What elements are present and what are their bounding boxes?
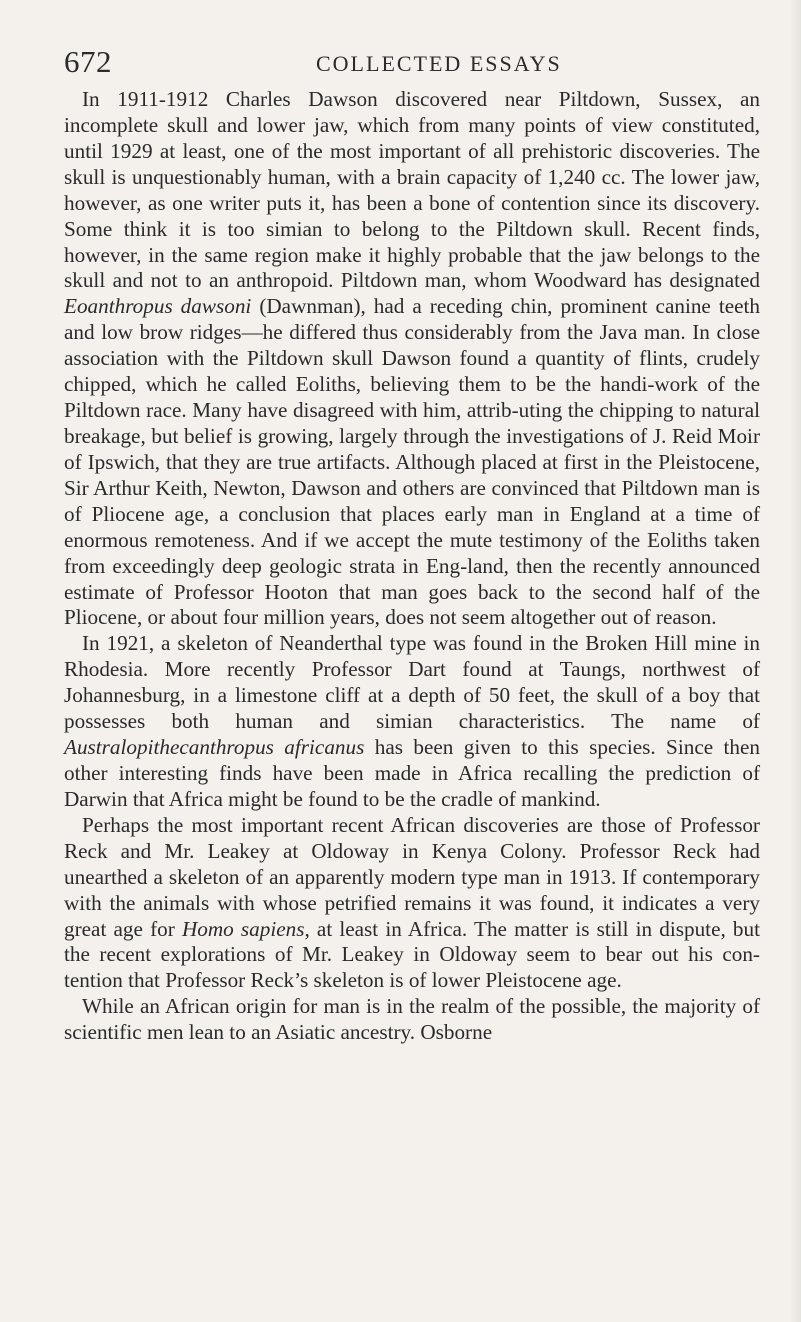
- paragraph-text: In 1911-1912 Charles Dawson discovered near Piltdown, Sussex, an incomplete skull and lower jaw, which from many points of view constituted, until 1929 at least, one of the most important of all prehistoric discoveries. The skull is unquestionably human, with a brain capacity of 1,240 cc. The lower jaw, however, as one writer puts it, has been a bone of contention since its discovery. Some think it is too simian to belong to the Piltdown skull. Recent finds, however, in the same region make it highly probable that the jaw belongs to the skull and not to an anthropoid. Piltdown man, whom Woodward has designated: [64, 87, 760, 293]
- species-name-italic: Australopithecanthropus africanus: [64, 735, 365, 760]
- running-title: COLLECTED ESSAYS: [316, 51, 562, 76]
- body-text: [64, 87, 760, 1046]
- species-name-italic: Homo sapiens: [181, 916, 305, 941]
- paragraph-oldoway: [64, 813, 760, 994]
- paragraph-text: , at least in Africa. The matter is still in dispute, but the recent explorations of Mr. Leakey in Oldoway seem to bear out his con-tention that Professor Reck’s skeleton is of lower Pleistocene age.: [64, 916, 760, 993]
- page-edge-shadow: [789, 0, 801, 1322]
- paragraph-asiatic-ancestry: [64, 994, 760, 1046]
- paragraph-text: While an African origin for man is in the realm of the possible, the majority of scientific men lean to an Asiatic ancestry. Osborne: [64, 994, 760, 1045]
- paragraph-text: Perhaps the most important recent African discoveries are those of Professor Reck and Mr. Leakey at Oldoway in Kenya Colony. Professor Reck had unearthed a skeleton of an apparently modern type man in 1913. If contemporary with the animals with whose petrified remains it was found, it indicates a very great age for: [64, 812, 760, 941]
- species-name-italic: Eoanthropus dawsoni: [64, 294, 252, 319]
- paragraph-rhodesia-taungs: [64, 631, 760, 812]
- paragraph-piltdown: [64, 87, 760, 631]
- running-head: [64, 42, 759, 82]
- page-number: 672: [64, 44, 112, 79]
- paragraph-text: (Dawnman), had a receding chin, prominent canine teeth and low brow ridges—he differed thus considerably from the Java man. In close association with the Piltdown skull Dawson found a quantity of flints, crudely chipped, which he called Eoliths, believing them to be the handi-work of the Piltdown race. Many have disagreed with him, attrib-uting the chipping to natural breakage, but belief is growing, largely through the investigations of J. Reid Moir of Ipswich, that they are true artifacts. Although placed at first in the Pleistocene, Sir Arthur Keith, Newton, Dawson and others are convinced that Piltdown man is of Pliocene age, a conclusion that places early man in England at a time of enormous remoteness. And if we accept the mute testimony of the Eoliths taken from exceedingly deep geologic strata in Eng-land, then the recently announced estimate of Professor Hooton that man goes back to the second half of the Pliocene, or about four million years, does not seem altogether out of reason.: [64, 294, 760, 630]
- paragraph-text: In 1921, a skeleton of Neanderthal type was found in the Broken Hill mine in Rhodesia. More recently Professor Dart found at Taungs, northwest of Johannesburg, in a limestone cliff at a depth of 50 feet, the skull of a boy that possesses both human and simian characteristics. The name of: [64, 631, 760, 734]
- paragraph-text: has been given to this species. Since then other interesting finds have been made in Africa recalling the prediction of Darwin that Africa might be found to be the cradle of mankind.: [64, 735, 761, 811]
